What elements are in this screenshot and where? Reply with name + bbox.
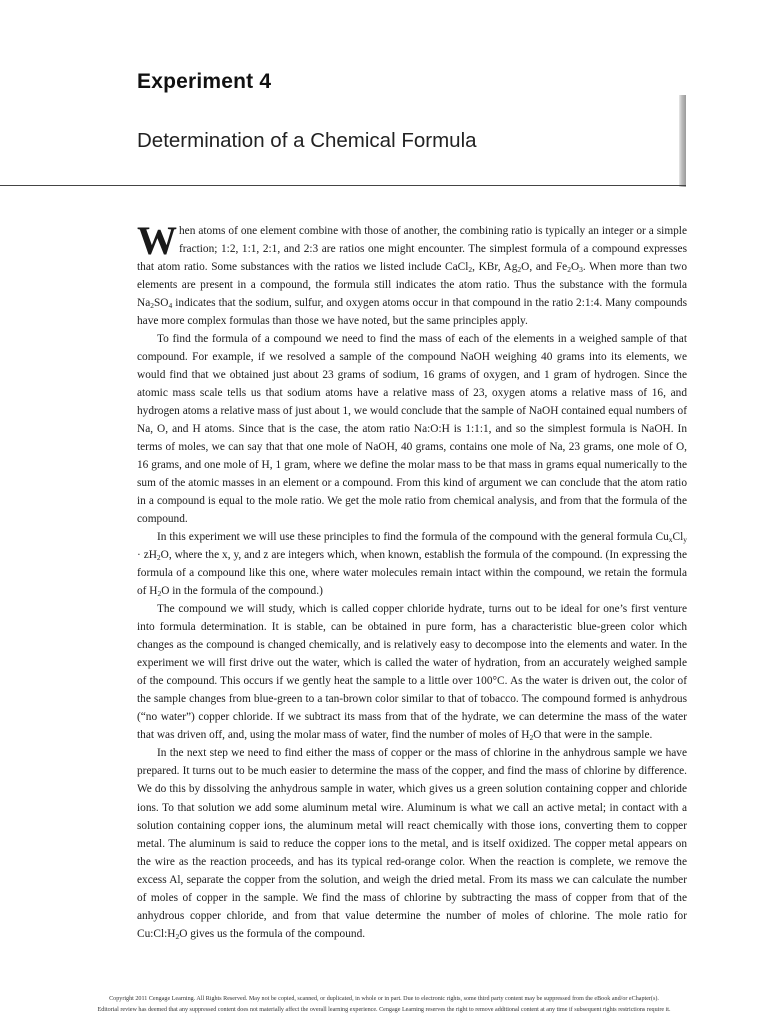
header-side-bar (679, 95, 686, 187)
header-rule (0, 185, 686, 186)
copyright-line-2: Editorial review has deemed that any suppressed content does not materially affect the overall learning experience. Cengage Learning reserves the right to remove additional content at any time if subsequent rights restrictions require it. (97, 1007, 671, 1013)
copyright-notice (20, 994, 748, 1016)
paragraph-5: In the next step we need to find either the mass of copper or the mass of chlorine in the anhydrous sample we have prepared. It turns out to be much easier to determine the mass of the copper, and find the mass of chlorine by difference. We do this by dissolving the anhydrous sample in water, which gives us a green solution containing copper and chloride ions. To that solution we add some aluminum metal wire. Aluminum is what we call an active metal; in contact with a solution containing copper ions, the aluminum metal will react chemically with those ions, converting them to copper metal. The aluminum is said to reduce the copper ions to the metal, and is itself oxidized. The copper metal appears on the wire as the reaction proceeds, and has its typical red-orange color. When the reaction is complete, we remove the excess Al, separate the copper from the solution, and weigh the dried metal. From its mass we can calculate the number of moles of copper in the sample. We find the mass of chlorine by subtracting the mass of copper from that of the anhydrous copper chloride, and from that value determine the number of moles of chlorine. The mole ratio for $Cu:Cl:H_2O$ gives us the formula of the compound. (137, 747, 687, 941)
page-title: Determination of a Chemical Formula (137, 129, 477, 152)
drop-cap: W (137, 218, 177, 263)
paragraph-3: In this experiment we will use these principles to find the formula of the compound with the general formula $Cu_xCl_y \cdot zH_2O$, where the x, y, and z are integers which, when known, establish the formula of the compound. (In expressing the formula of a compound like this one, where water molecules remain intact within the compound, we retain the formula of $H_2O$ in the formula of the compound.) (137, 531, 687, 599)
copyright-line-1: Copyright 2011 Cengage Learning. All Rights Reserved. May not be copied, scanned, or duplicated, in whole or in part. Due to electronic rights, some third party content may be suppressed from the eBook and/or eChapter(s). (109, 996, 659, 1002)
experiment-label: Experiment 4 (137, 70, 272, 93)
paragraph-2: To find the formula of a compound we need to find the mass of each of the elements in a weighed sample of that compound. For example, if we resolved a sample of the compound NaOH weighing 40 grams into its elements, we would find that we obtained just about 23 grams of sodium, 16 grams of oxygen, and 1 gram of hydrogen. Since the atomic mass scale tells us that sodium atoms have a relative mass of 23, oxygen atoms a relative mass of 16, and hydrogen atoms a relative mass of just about 1, we would conclude that the sample of NaOH contained equal numbers of Na, O, and H atoms. Since that is the case, the atom ratio Na:O:H is 1:1:1, and so the simplest formula is NaOH. In terms of moles, we can say that that one mole of NaOH, 40 grams, contains one mole of Na, 23 grams, one mole of O, 16 grams, and one mole of H, 1 gram, where we define the molar mass to be that mass in grams equal numerically to the sum of the atomic masses in an element or a compound. From this kind of argument we can conclude that the atom ratio in a compound is equal to the mole ratio. We get the mole ratio from chemical analysis, and from that the formula of the compound. (137, 333, 687, 526)
paragraph-1: When atoms of one element combine with those of another, the combining ratio is typically an integer or a simple fraction; 1:2, 1:1, 2:1, and 2:3 are ratios one might encounter. The simplest formula of a compound expresses that atom ratio. Some substances with the ratios we listed include CaCl$_2$, KBr, $Ag_2O$, and $Fe_2O_3$. When more than two elements are present in a compound, the formula still indicates the atom ratio. Thus the substance with the formula $Na_2SO_4$ indicates that the sodium, sulfur, and oxygen atoms occur in that compound in the ratio 2:1:4. Many compounds have more complex formulas than those we have noted, but the same principles apply. (137, 218, 687, 328)
body-text (137, 218, 687, 943)
paragraph-4: The compound we will study, which is called copper chloride hydrate, turns out to be ideal for one’s first venture into formula determination. It is stable, can be obtained in pure form, has a characteristic blue-green color which changes as the compound is changed chemically, and is relatively easy to decompose into the elements and water. In the experiment we will first drive out the water, which is called the water of hydration, from an accurately weighed sample of the compound. This occurs if we gently heat the sample to a little over 100°C. As the water is driven out, the color of the sample changes from blue-green to a tan-brown color similar to that of tobacco. The compound formed is anhydrous (“no water”) copper chloride. If we subtract its mass from that of the hydrate, we can determine the mass of the water that was driven off, and, using the molar mass of water, find the number of moles of $H_2O$ that were in the sample. (137, 603, 687, 743)
